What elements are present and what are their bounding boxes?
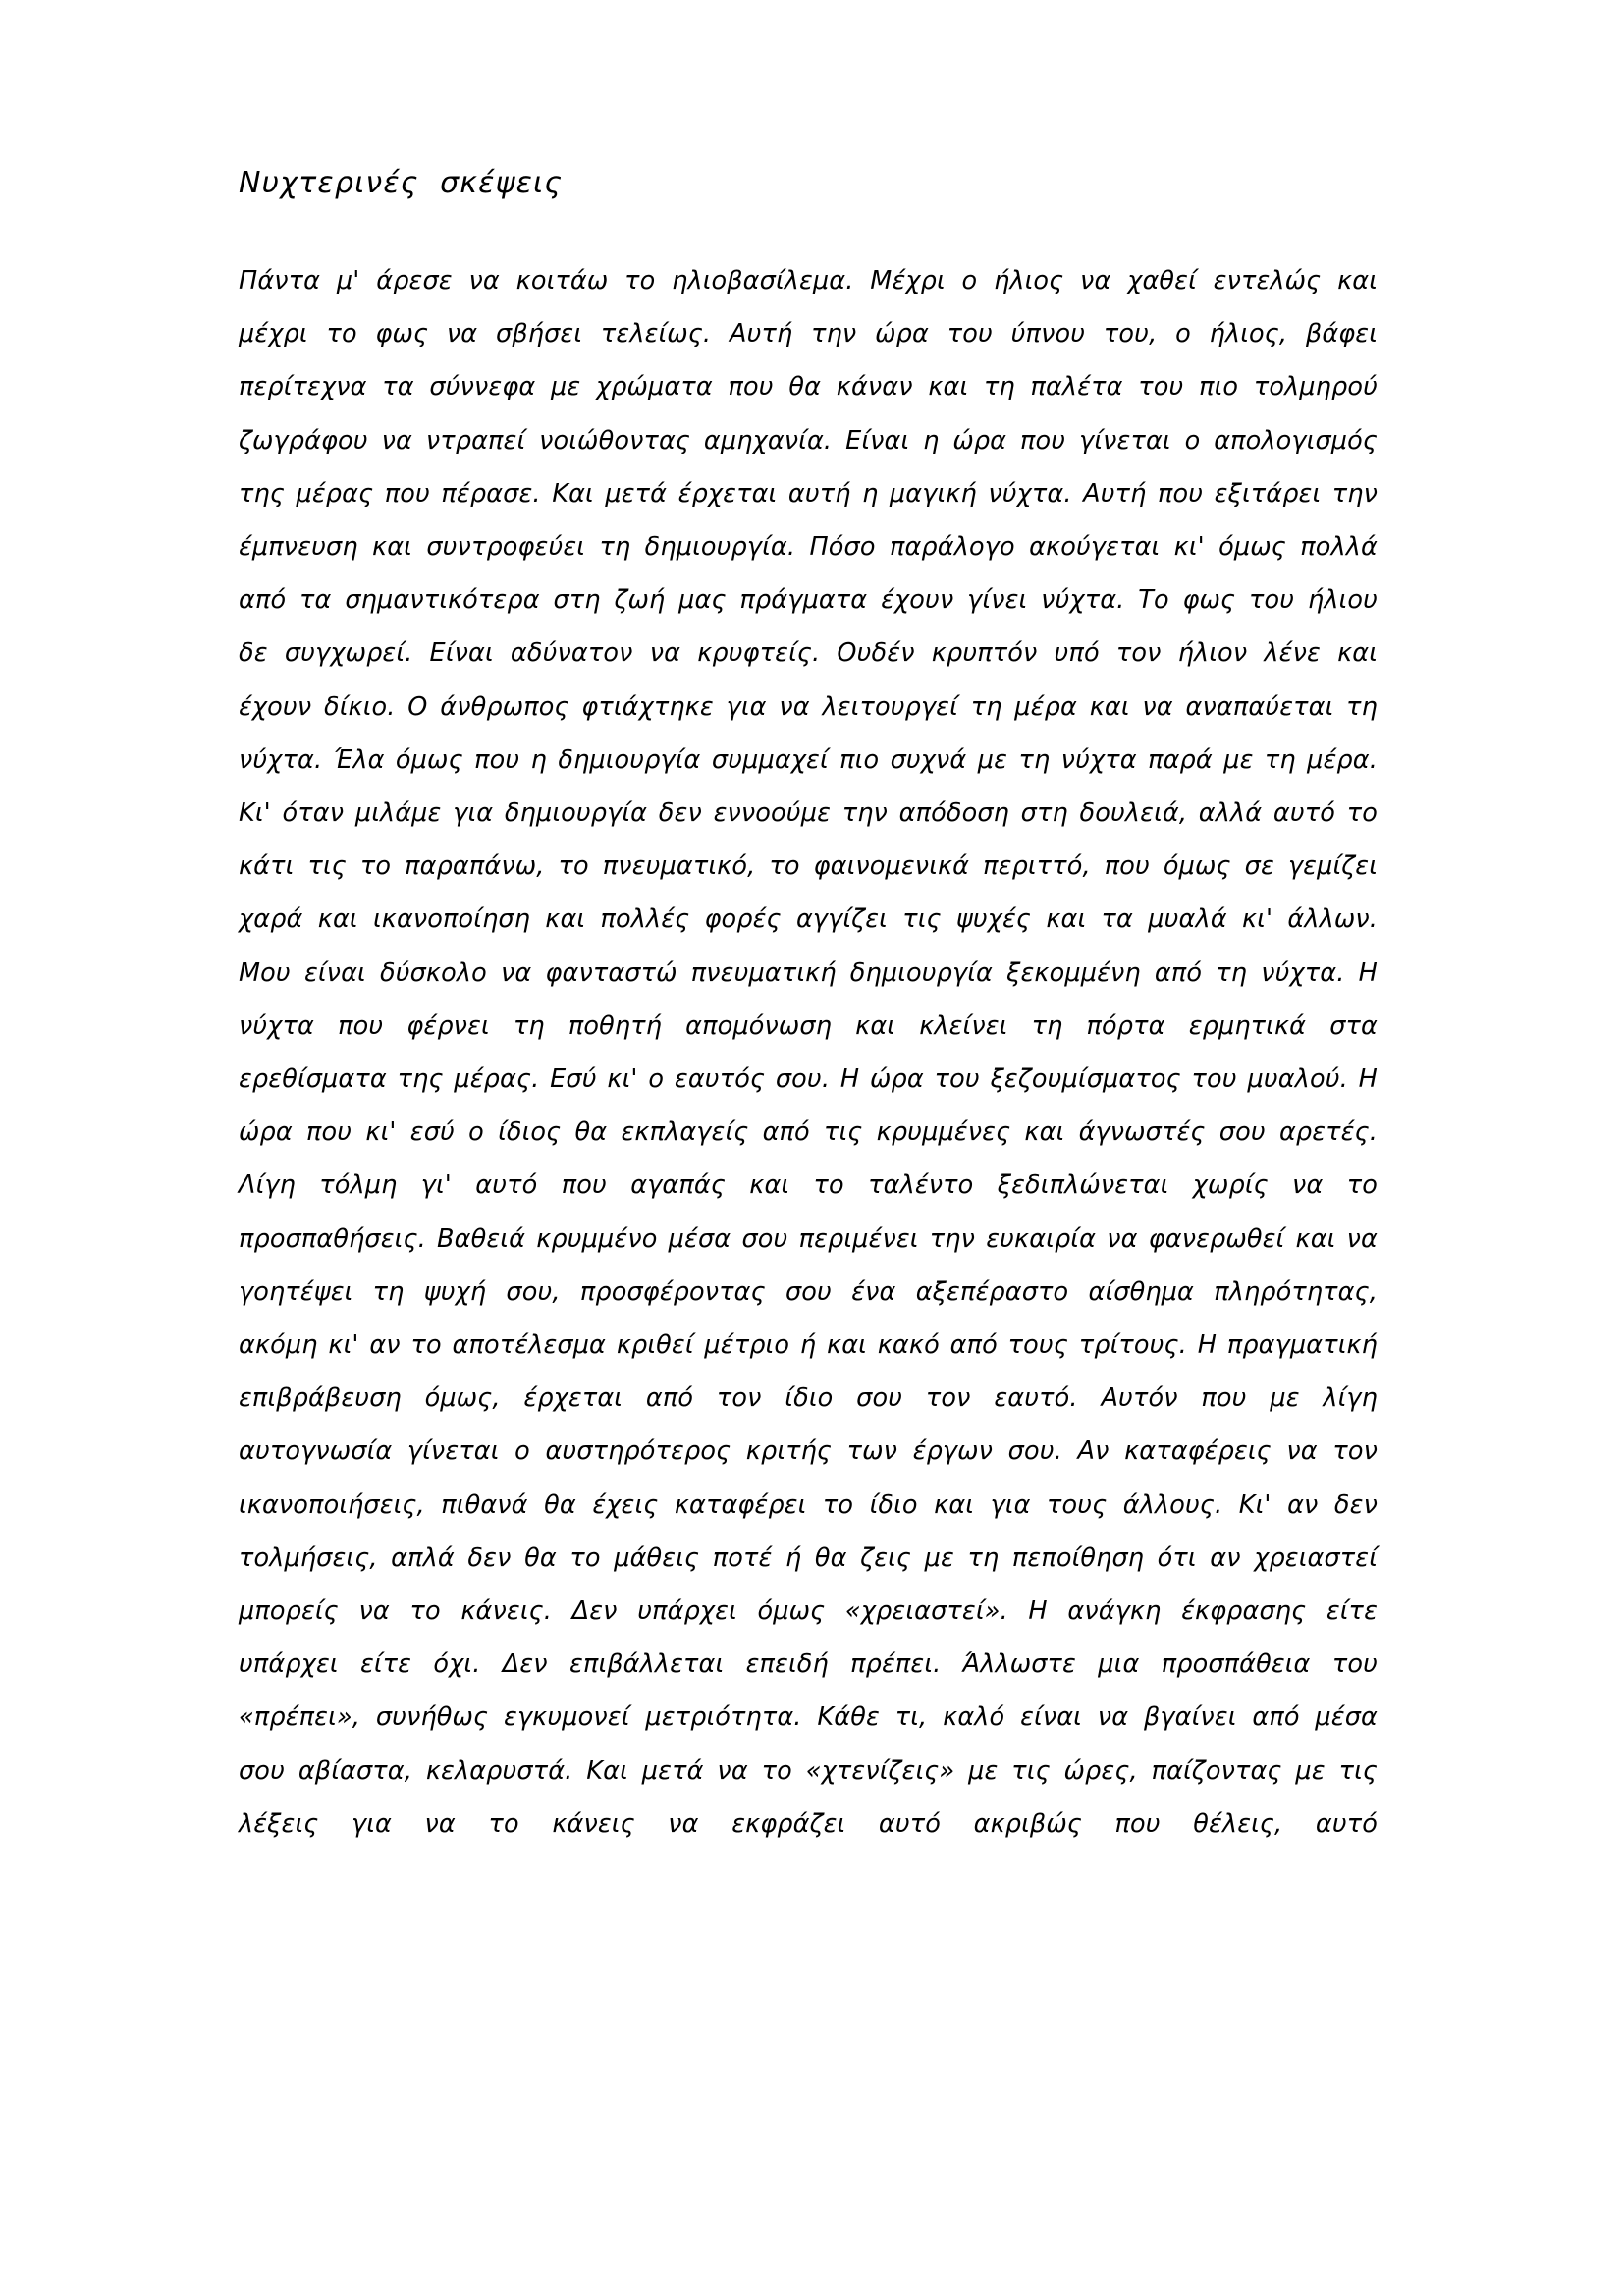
document-text-column: [239, 167, 1378, 1903]
body-paragraph: Πάντα μ' άρεσε να κοιτάω το ηλιοβασίλεμα. Μέχρι ο ήλιος να χαθεί εντελώς και μέχρι το φως να σβήσει τελείως. Αυτή την ώρα του ύπνου του, ο ήλιος, βάφει περίτεχνα τα σύννεφα με χρώματα που θα κάναν και τη παλέτα του πιο τολμηρού ζωγράφου να ντραπεί νοιώθοντας αμηχανία. Είναι η ώρα που γίνεται ο απολογισμός της μέρας που πέρασε. Και μετά έρχεται αυτή η μαγική νύχτα. Αυτή που εξιτάρει την έμπνευση και συντροφεύει τη δημιουργία. Πόσο παράλογο ακούγεται κι' όμως πολλά από τα σημαντικότερα στη ζωή μας πράγματα έχουν γίνει νύχτα. Το φως του ήλιου δε συγχωρεί. Είναι αδύνατον να κρυφτείς. Ουδέν κρυπτόν υπό τον ήλιον λένε και έχουν δίκιο. Ο άνθρωπος φτιάχτηκε για να λειτουργεί τη μέρα και να αναπαύεται τη νύχτα. Έλα όμως που η δημιουργία συμμαχεί πιο συχνά με τη νύχτα παρά με τη μέρα. Κι' όταν μιλάμε για δημιουργία δεν εννοούμε την απόδοση στη δουλειά, αλλά αυτό το κάτι τις το παραπάνω, το πνευματικό, το φαινομενικά περιττό, που όμως σε γεμίζει χαρά και ικανοποίηση και πολλές φορές αγγίζει τις ψυχές και τα μυαλά κι' άλλων. Μου είναι δύσκολο να φανταστώ πνευματική δημιουργία ξεκομμένη από τη νύχτα. Η νύχτα που φέρνει τη ποθητή απομόνωση και κλείνει τη πόρτα ερμητικά στα ερεθίσματα της μέρας. Εσύ κι' ο εαυτός σου. Η ώρα του ξεζουμίσματος του μυαλού. Η ώρα που κι' εσύ ο ίδιος θα εκπλαγείς από τις κρυμμένες και άγνωστές σου αρετές. Λίγη τόλμη γι' αυτό που αγαπάς και το ταλέντο ξεδιπλώνεται χωρίς να το προσπαθήσεις. Βαθειά κρυμμένο μέσα σου περιμένει την ευκαιρία να φανερωθεί και να γοητέψει τη ψυχή σου, προσφέροντας σου ένα αξεπέραστο αίσθημα πληρότητας, ακόμη κι' αν το αποτέλεσμα κριθεί μέτριο ή και κακό από τους τρίτους. Η πραγματική επιβράβευση όμως, έρχεται από τον ίδιο σου τον εαυτό. Αυτόν που με λίγη αυτογνωσία γίνεται ο αυστηρότερος κριτής των έργων σου. Αν καταφέρεις να τον ικανοποιήσεις, πιθανά θα έχεις καταφέρει το ίδιο και για τους άλλους. Κι' αν δεν τολμήσεις, απλά δεν θα το μάθεις ποτέ ή θα ζεις με τη πεποίθηση ότι αν χρειαστεί μπορείς να το κάνεις. Δεν υπάρχει όμως «χρειαστεί». Η ανάγκη έκφρασης είτε υπάρχει είτε όχι. Δεν επιβάλλεται επειδή πρέπει. Άλλωστε μια προσπάθεια του «πρέπει», συνήθως εγκυμονεί μετριότητα. Κάθε τι, καλό είναι να βγαίνει από μέσα σου αβίαστα, κελαρυστά. Και μετά να το «χτενίζεις» με τις ώρες, παίζοντας με τις λέξεις για να το κάνεις να εκφράζει αυτό ακριβώς που θέλεις, αυτό: [239, 266, 1378, 1839]
page-title: Νυχτερινές σκέψεις: [239, 166, 564, 200]
